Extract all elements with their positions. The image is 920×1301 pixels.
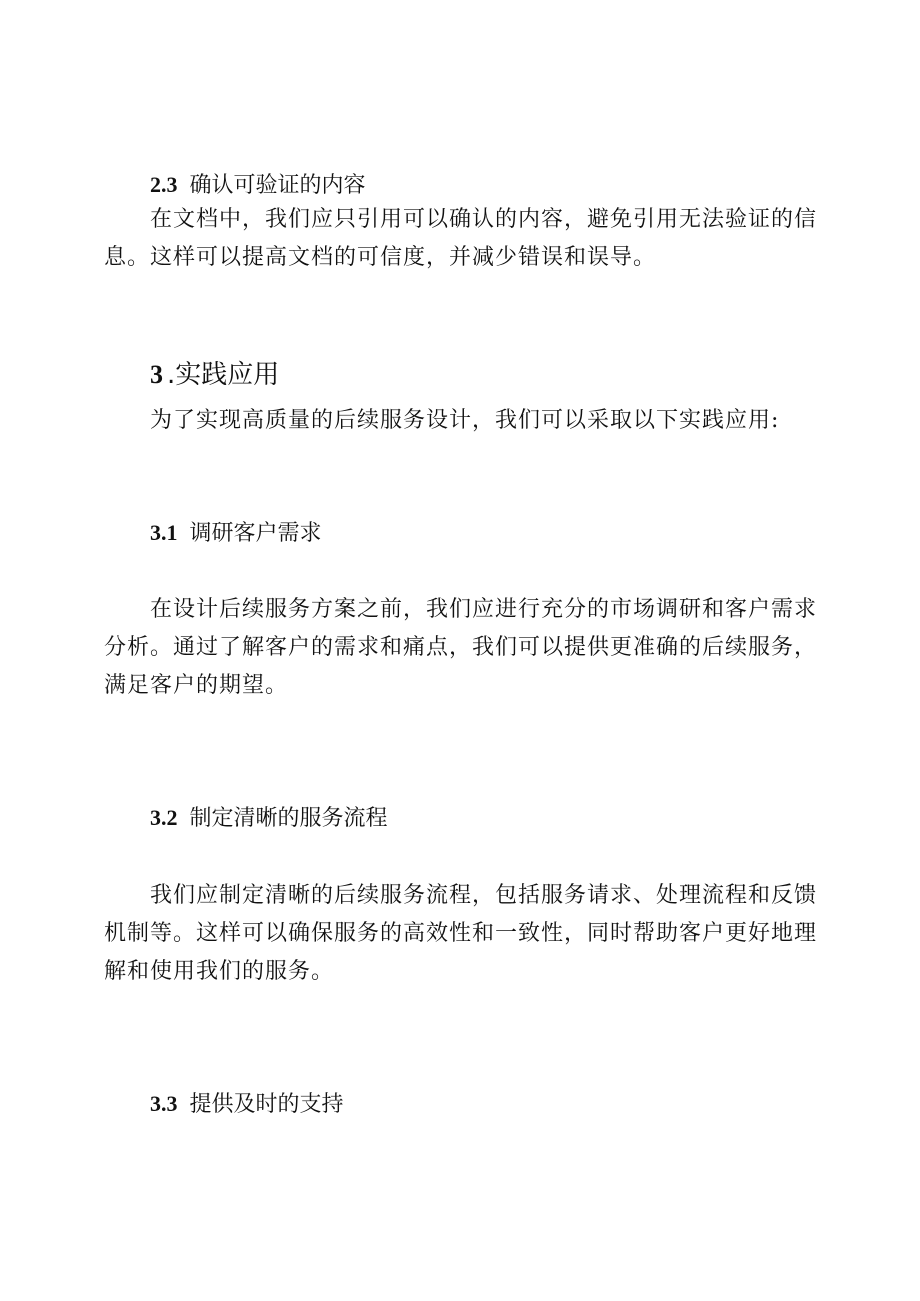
- section-title: 调研客户需求: [189, 521, 322, 546]
- section-title: 制定清晰的服务流程: [189, 806, 388, 831]
- section-paragraph-3: 为了实现高质量的后续服务设计，我们可以采取以下实践应用:: [150, 408, 780, 433]
- section-title: 提供及时的支持: [189, 1092, 344, 1117]
- section-title: .实践应用: [167, 360, 280, 390]
- section-title: 确认可验证的内容: [189, 173, 366, 198]
- section-heading-3-3: [150, 1087, 344, 1118]
- section-number: 2.3: [150, 172, 178, 197]
- section-number: 3.3: [150, 1091, 178, 1116]
- section-paragraph-3-2: 我们应制定清晰的后续服务流程，包括服务请求、处理流程和反馈机制等。这样可以确保服务的高效性和一致性，同时帮助客户更好地理解和使用我们的服务。: [104, 883, 818, 984]
- section-number: 3.2: [150, 805, 178, 830]
- section-number: 3.1: [150, 520, 178, 545]
- section-heading-2-3: [150, 168, 366, 199]
- section-heading-3-2: [150, 801, 388, 832]
- section-paragraph-3-1: 在设计后续服务方案之前，我们应进行充分的市场调研和客户需求分析。通过了解客户的需求和痛点，我们可以提供更准确的后续服务，满足客户的期望。: [104, 597, 818, 698]
- section-heading-3-1: [150, 516, 322, 547]
- section-heading-3: [150, 354, 279, 391]
- section-paragraph-2-3: 在文档中，我们应只引用可以确认的内容，避免引用无法验证的信息。这样可以提高文档的可信度，并减少错误和误导。: [104, 207, 818, 270]
- section-number: 3: [150, 360, 163, 389]
